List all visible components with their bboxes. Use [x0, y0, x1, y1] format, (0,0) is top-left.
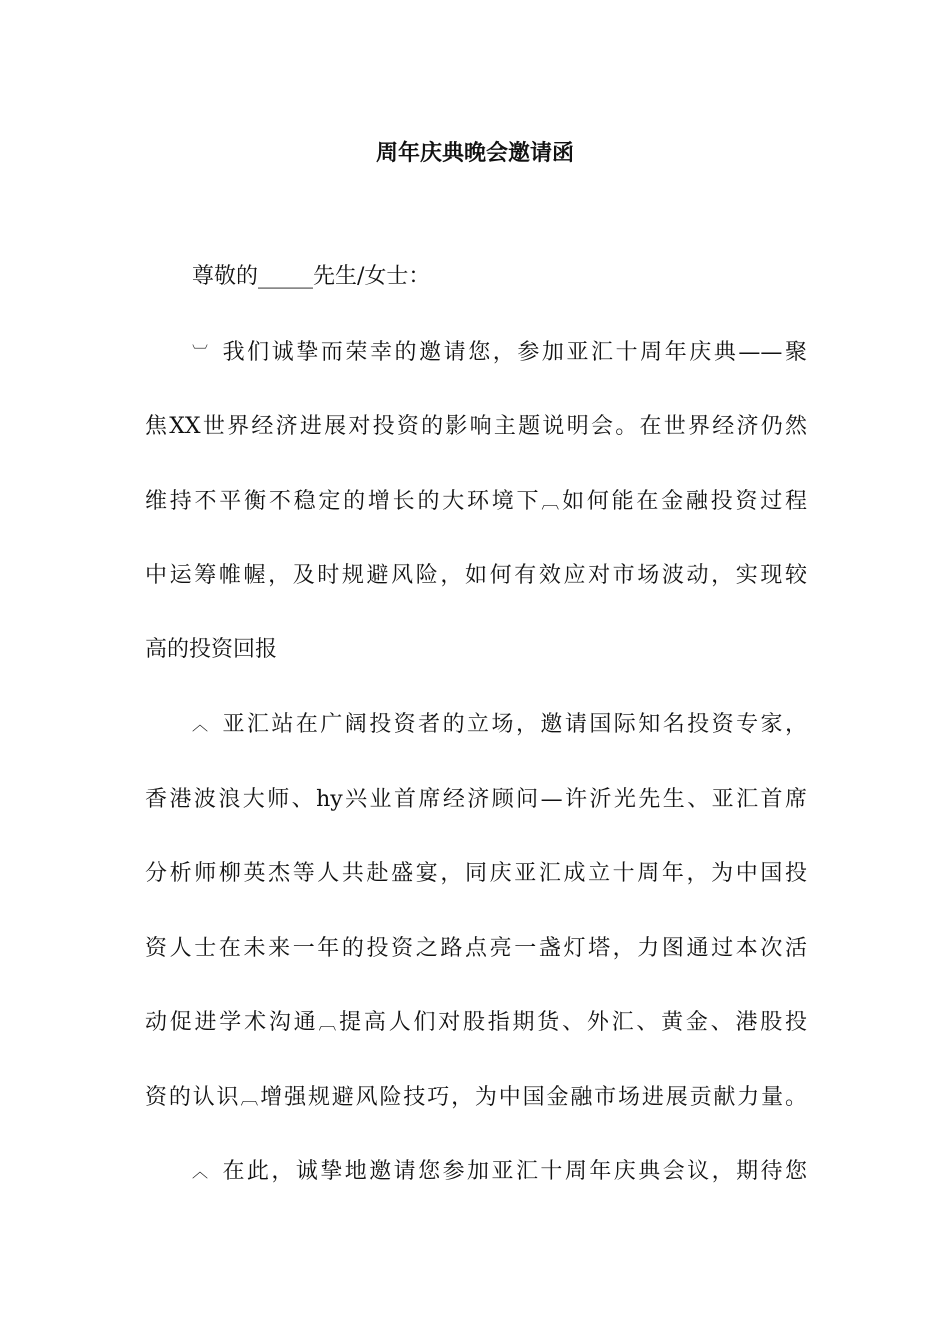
paragraph-3-line-1: ︿ 在此，诚挚地邀请您参加亚汇十周年庆典会议，期待您	[192, 1157, 807, 1187]
paragraph-1-line-5: 高的投资回报	[145, 637, 278, 662]
paragraph-2-line-4: 资人士在未来一年的投资之路点亮一盏灯塔，力图通过本次活	[145, 936, 807, 961]
paragraph-2-line-1: ︿ 亚汇站在广阔投资者的立场，邀请国际知名投资专家，	[192, 710, 807, 740]
document-title: 周年庆典晚会邀请函	[375, 140, 574, 166]
paragraph-2-line-6: 资的认识︹增强规避风险技巧，为中国金融市场进展贡献力量。	[145, 1083, 807, 1114]
caret-mark: ︿	[192, 715, 209, 734]
paragraph-2-line-2: 香港波浪大师、hy兴业首席经济顾问—许沂光先生、亚汇首席	[145, 787, 807, 812]
paragraph-2-line-5: 动促进学术沟通︹提高人们对股指期货、外汇、黄金、港股投	[145, 1008, 807, 1039]
inline-bracket-mark: ︹	[240, 1088, 259, 1109]
bracket-mark: ︺	[192, 343, 209, 362]
paragraph-1-line-4: 中运筹帷幄，及时规避风险，如何有效应对市场波动，实现较	[145, 563, 807, 588]
paragraph-1-line-1: ︺ 我们诚挚而荣幸的邀请您，参加亚汇十周年庆典——聚	[192, 338, 807, 368]
salutation-line: 尊敬的_____先生/女士：	[192, 264, 431, 289]
inline-bracket-mark: ︹	[541, 492, 560, 513]
paragraph-1-line-3: 维持不平衡不稳定的增长的大环境下︹如何能在金融投资过程	[145, 487, 807, 518]
caret-mark: ︿	[192, 1162, 209, 1181]
paragraph-2-line-3: 分析师柳英杰等人共赴盛宴，同庆亚汇成立十周年，为中国投	[145, 861, 807, 886]
paragraph-1-line-2: 焦XX世界经济进展对投资的影响主题说明会。在世界经济仍然	[145, 414, 807, 439]
inline-bracket-mark: ︹	[318, 1013, 337, 1034]
